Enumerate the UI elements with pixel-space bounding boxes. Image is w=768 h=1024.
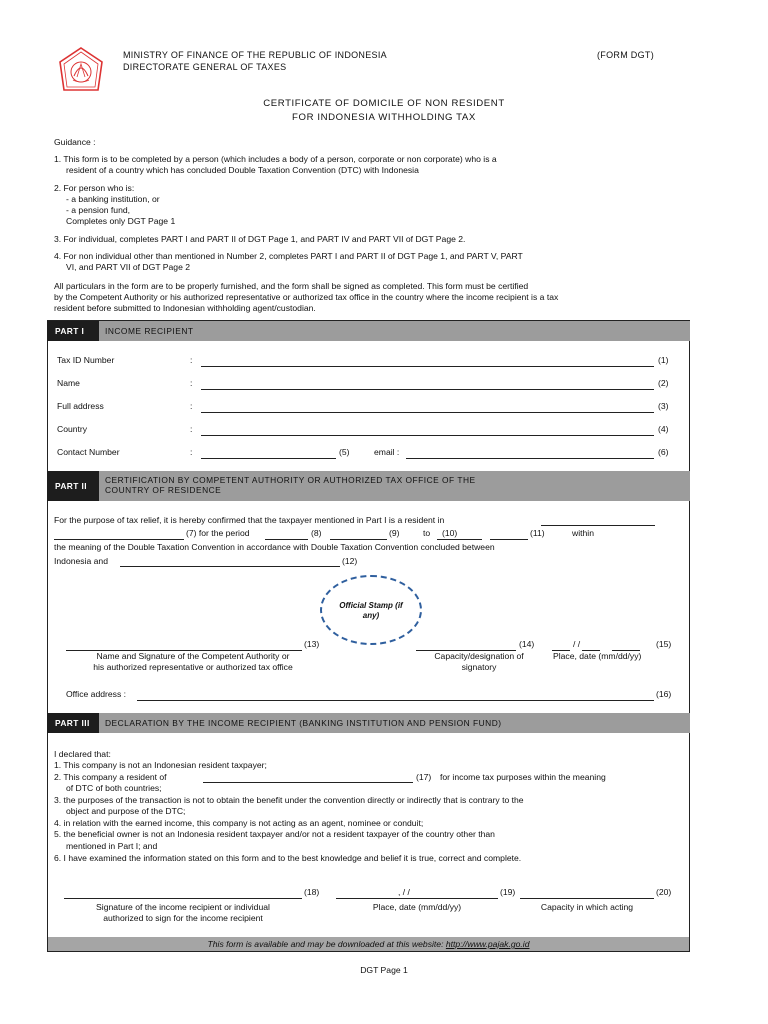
- field-number-10: (10): [442, 528, 458, 538]
- within-label: within: [572, 528, 594, 538]
- form-title-line2: FOR INDONESIA WITHHOLDING TAX: [292, 112, 476, 123]
- field-number-18: (18): [304, 887, 320, 897]
- stamp-text-2: any): [362, 611, 380, 620]
- website-link[interactable]: http://www.pajak.go.id: [445, 939, 530, 949]
- office-address-field[interactable]: [137, 700, 654, 701]
- stamp-text-1: Official Stamp (if: [339, 601, 403, 610]
- part2-tag: PART II: [47, 471, 99, 501]
- country-label: Country: [57, 424, 88, 434]
- office-address-label: Office address :: [66, 689, 127, 699]
- field-number-16: (16): [656, 689, 672, 699]
- resident-country-field[interactable]: [203, 782, 413, 783]
- declaration-1: 1. This company is not an Indonesian resident taxpayer;: [54, 760, 267, 770]
- declaration-6: 6. I have examined the information stated on this form and to the best knowledge and belief it is true, correct and complete.: [54, 853, 522, 863]
- field-number-3: (3): [658, 401, 669, 411]
- declaration-3a: 3. the purposes of the transaction is not to obtain the benefit under the convention directly or indirectly that is contrary to the: [54, 795, 524, 805]
- part2-header: [47, 471, 690, 501]
- email-label: email :: [374, 447, 400, 457]
- field-number-1: (1): [658, 355, 669, 365]
- field-number-14: (14): [519, 639, 535, 649]
- field-number-20: (20): [656, 887, 672, 897]
- part3-label: DECLARATION BY THE INCOME RECIPIENT (BANKING INSTITUTION AND PENSION FUND): [105, 718, 502, 728]
- field-number-2: (2): [658, 378, 669, 388]
- official-stamp-area: [320, 575, 422, 645]
- declared-heading: I declared that:: [54, 749, 111, 759]
- page-number: DGT Page 1: [360, 965, 408, 975]
- place-date-field[interactable]: [336, 898, 498, 899]
- field-number-9: (9): [389, 528, 400, 538]
- recipient-signature-caption-1: Signature of the income recipient or individual: [96, 902, 270, 912]
- place-date-caption: Place, date (mm/dd/yy): [553, 651, 642, 661]
- authority-signature-caption-2: his authorized representative or authorized tax office: [93, 662, 293, 672]
- part2-label-2: COUNTRY OF RESIDENCE: [105, 485, 222, 495]
- recipient-signature-caption-2: authorized to sign for the income recipient: [103, 913, 263, 923]
- field-number-12: (12): [342, 556, 358, 566]
- field-number-8: (8): [311, 528, 322, 538]
- field-number-6: (6): [658, 447, 669, 457]
- ministry-name: MINISTRY OF FINANCE OF THE REPUBLIC OF INDONESIA: [123, 50, 387, 60]
- directorate-name: DIRECTORATE GENERAL OF TAXES: [123, 62, 287, 72]
- to-label: to: [423, 528, 431, 538]
- indonesia-and-label: Indonesia and: [54, 556, 108, 566]
- field-number-17: (17): [416, 772, 432, 782]
- part1-tag: PART I: [47, 321, 99, 341]
- guidance-item-2b: - a banking institution, or: [66, 194, 160, 204]
- guidance-para-a: All particulars in the form are to be properly furnished, and the form shall be signed as completed. This form must be certified: [54, 281, 529, 291]
- colon: :: [190, 424, 193, 434]
- declaration-2b: for income tax purposes within the meaning: [440, 772, 606, 782]
- place-date-caption-3: Place, date (mm/dd/yy): [372, 902, 462, 912]
- tax-id-field[interactable]: [201, 366, 654, 367]
- guidance-item-3: 3. For individual, completes PART I and PART II of DGT Page 1, and PART IV and PART VII of DGT Page 2.: [54, 234, 466, 244]
- field-7-line[interactable]: [54, 539, 184, 540]
- declaration-2c: of DTC of both countries;: [66, 783, 162, 793]
- recipient-signature-field[interactable]: [64, 898, 302, 899]
- guidance-item-1b: resident of a country which has concluded Double Taxation Convention (DTC) with Indonesia: [66, 165, 419, 175]
- part3-header: [47, 713, 690, 733]
- date-separator: / /: [573, 639, 581, 649]
- colon: :: [190, 355, 193, 365]
- authority-signature-caption-1: Name and Signature of the Competent Authority or: [96, 651, 290, 661]
- tax-id-label: Tax ID Number: [57, 355, 115, 365]
- part2-text-2: the meaning of the Double Taxation Convention in accordance with Double Taxation Convention concluded between: [54, 542, 495, 552]
- address-label: Full address: [57, 401, 104, 411]
- colon: :: [190, 378, 193, 388]
- capacity-caption-1: Capacity/designation of: [434, 651, 524, 661]
- field-number-5: (5): [339, 447, 350, 457]
- field-number-7: (7) for the period: [186, 528, 250, 538]
- guidance-heading: Guidance :: [54, 137, 96, 147]
- part1-header: [47, 321, 690, 341]
- guidance-para-c: resident before submitted to Indonesian withholding agent/custodian.: [54, 303, 316, 313]
- guidance-item-1a: 1. This form is to be completed by a person (which includes a body of a person, corporate or non corporate) who is a: [54, 154, 497, 164]
- declaration-5b: mentioned in Part I; and: [66, 841, 158, 851]
- part2-label-1: CERTIFICATION BY COMPETENT AUTHORITY OR AUTHORIZED TAX OFFICE OF THE: [105, 475, 476, 485]
- capacity-acting-field[interactable]: [520, 898, 654, 899]
- address-field[interactable]: [201, 412, 654, 413]
- period-end-field[interactable]: [437, 539, 482, 540]
- declaration-2a: 2. This company a resident of: [54, 772, 167, 782]
- field-number-19: (19): [500, 887, 516, 897]
- guidance-item-2d: Completes only DGT Page 1: [66, 216, 176, 226]
- guidance-para-b: by the Competent Authority or his authorized representative or authorized tax office in the country where the income recipient is a tax: [54, 292, 559, 302]
- part2-text-1: For the purpose of tax relief, it is hereby confirmed that the taxpayer mentioned in Part I is a resident in: [54, 515, 445, 525]
- guidance-item-4b: VI, and PART VII of DGT Page 2: [66, 262, 191, 272]
- form-code: (FORM DGT): [597, 50, 654, 60]
- field-9-line[interactable]: [330, 539, 387, 540]
- colon: :: [190, 447, 193, 457]
- download-note-text: This form is available and may be downloaded at this website:: [207, 939, 446, 949]
- field-number-13: (13): [304, 639, 320, 649]
- guidance-item-2a: 2. For person who is:: [54, 183, 135, 193]
- form-title-line1: CERTIFICATE OF DOMICILE OF NON RESIDENT: [263, 98, 505, 109]
- field-11-line[interactable]: [490, 539, 528, 540]
- guidance-item-2c: - a pension fund,: [66, 205, 131, 215]
- date-marks: , / /: [398, 887, 410, 897]
- period-start-field[interactable]: [265, 539, 308, 540]
- field-number-11: (11): [530, 528, 545, 538]
- residence-country-field[interactable]: [541, 525, 655, 526]
- guidance-item-4a: 4. For non individual other than mentioned in Number 2, completes PART I and PART II of DGT Page 1, and PART V, PART: [54, 251, 523, 261]
- part1-label: INCOME RECIPIENT: [105, 326, 194, 336]
- ministry-logo: [56, 46, 106, 96]
- contact-label: Contact Number: [57, 447, 120, 457]
- declaration-3b: object and purpose of the DTC;: [66, 806, 186, 816]
- download-note: [48, 937, 689, 951]
- country-field[interactable]: [201, 435, 654, 436]
- field-number-4: (4): [658, 424, 669, 434]
- capacity-acting-caption: Capacity in which acting: [540, 902, 634, 912]
- email-field[interactable]: [406, 458, 654, 459]
- capacity-caption-2: signatory: [461, 662, 497, 672]
- part3-tag: PART III: [47, 713, 99, 733]
- declaration-5a: 5. the beneficial owner is not an Indonesia resident taxpayer and/or not a resident taxpayer of the country other than: [54, 829, 495, 839]
- contact-field[interactable]: [201, 458, 336, 459]
- declaration-4: 4. in relation with the earned income, this company is not acting as an agent, nominee or conduit;: [54, 818, 424, 828]
- treaty-country-field[interactable]: [120, 566, 340, 567]
- colon: :: [190, 401, 193, 411]
- name-label: Name: [57, 378, 80, 388]
- field-number-15: (15): [656, 639, 672, 649]
- name-field[interactable]: [201, 389, 654, 390]
